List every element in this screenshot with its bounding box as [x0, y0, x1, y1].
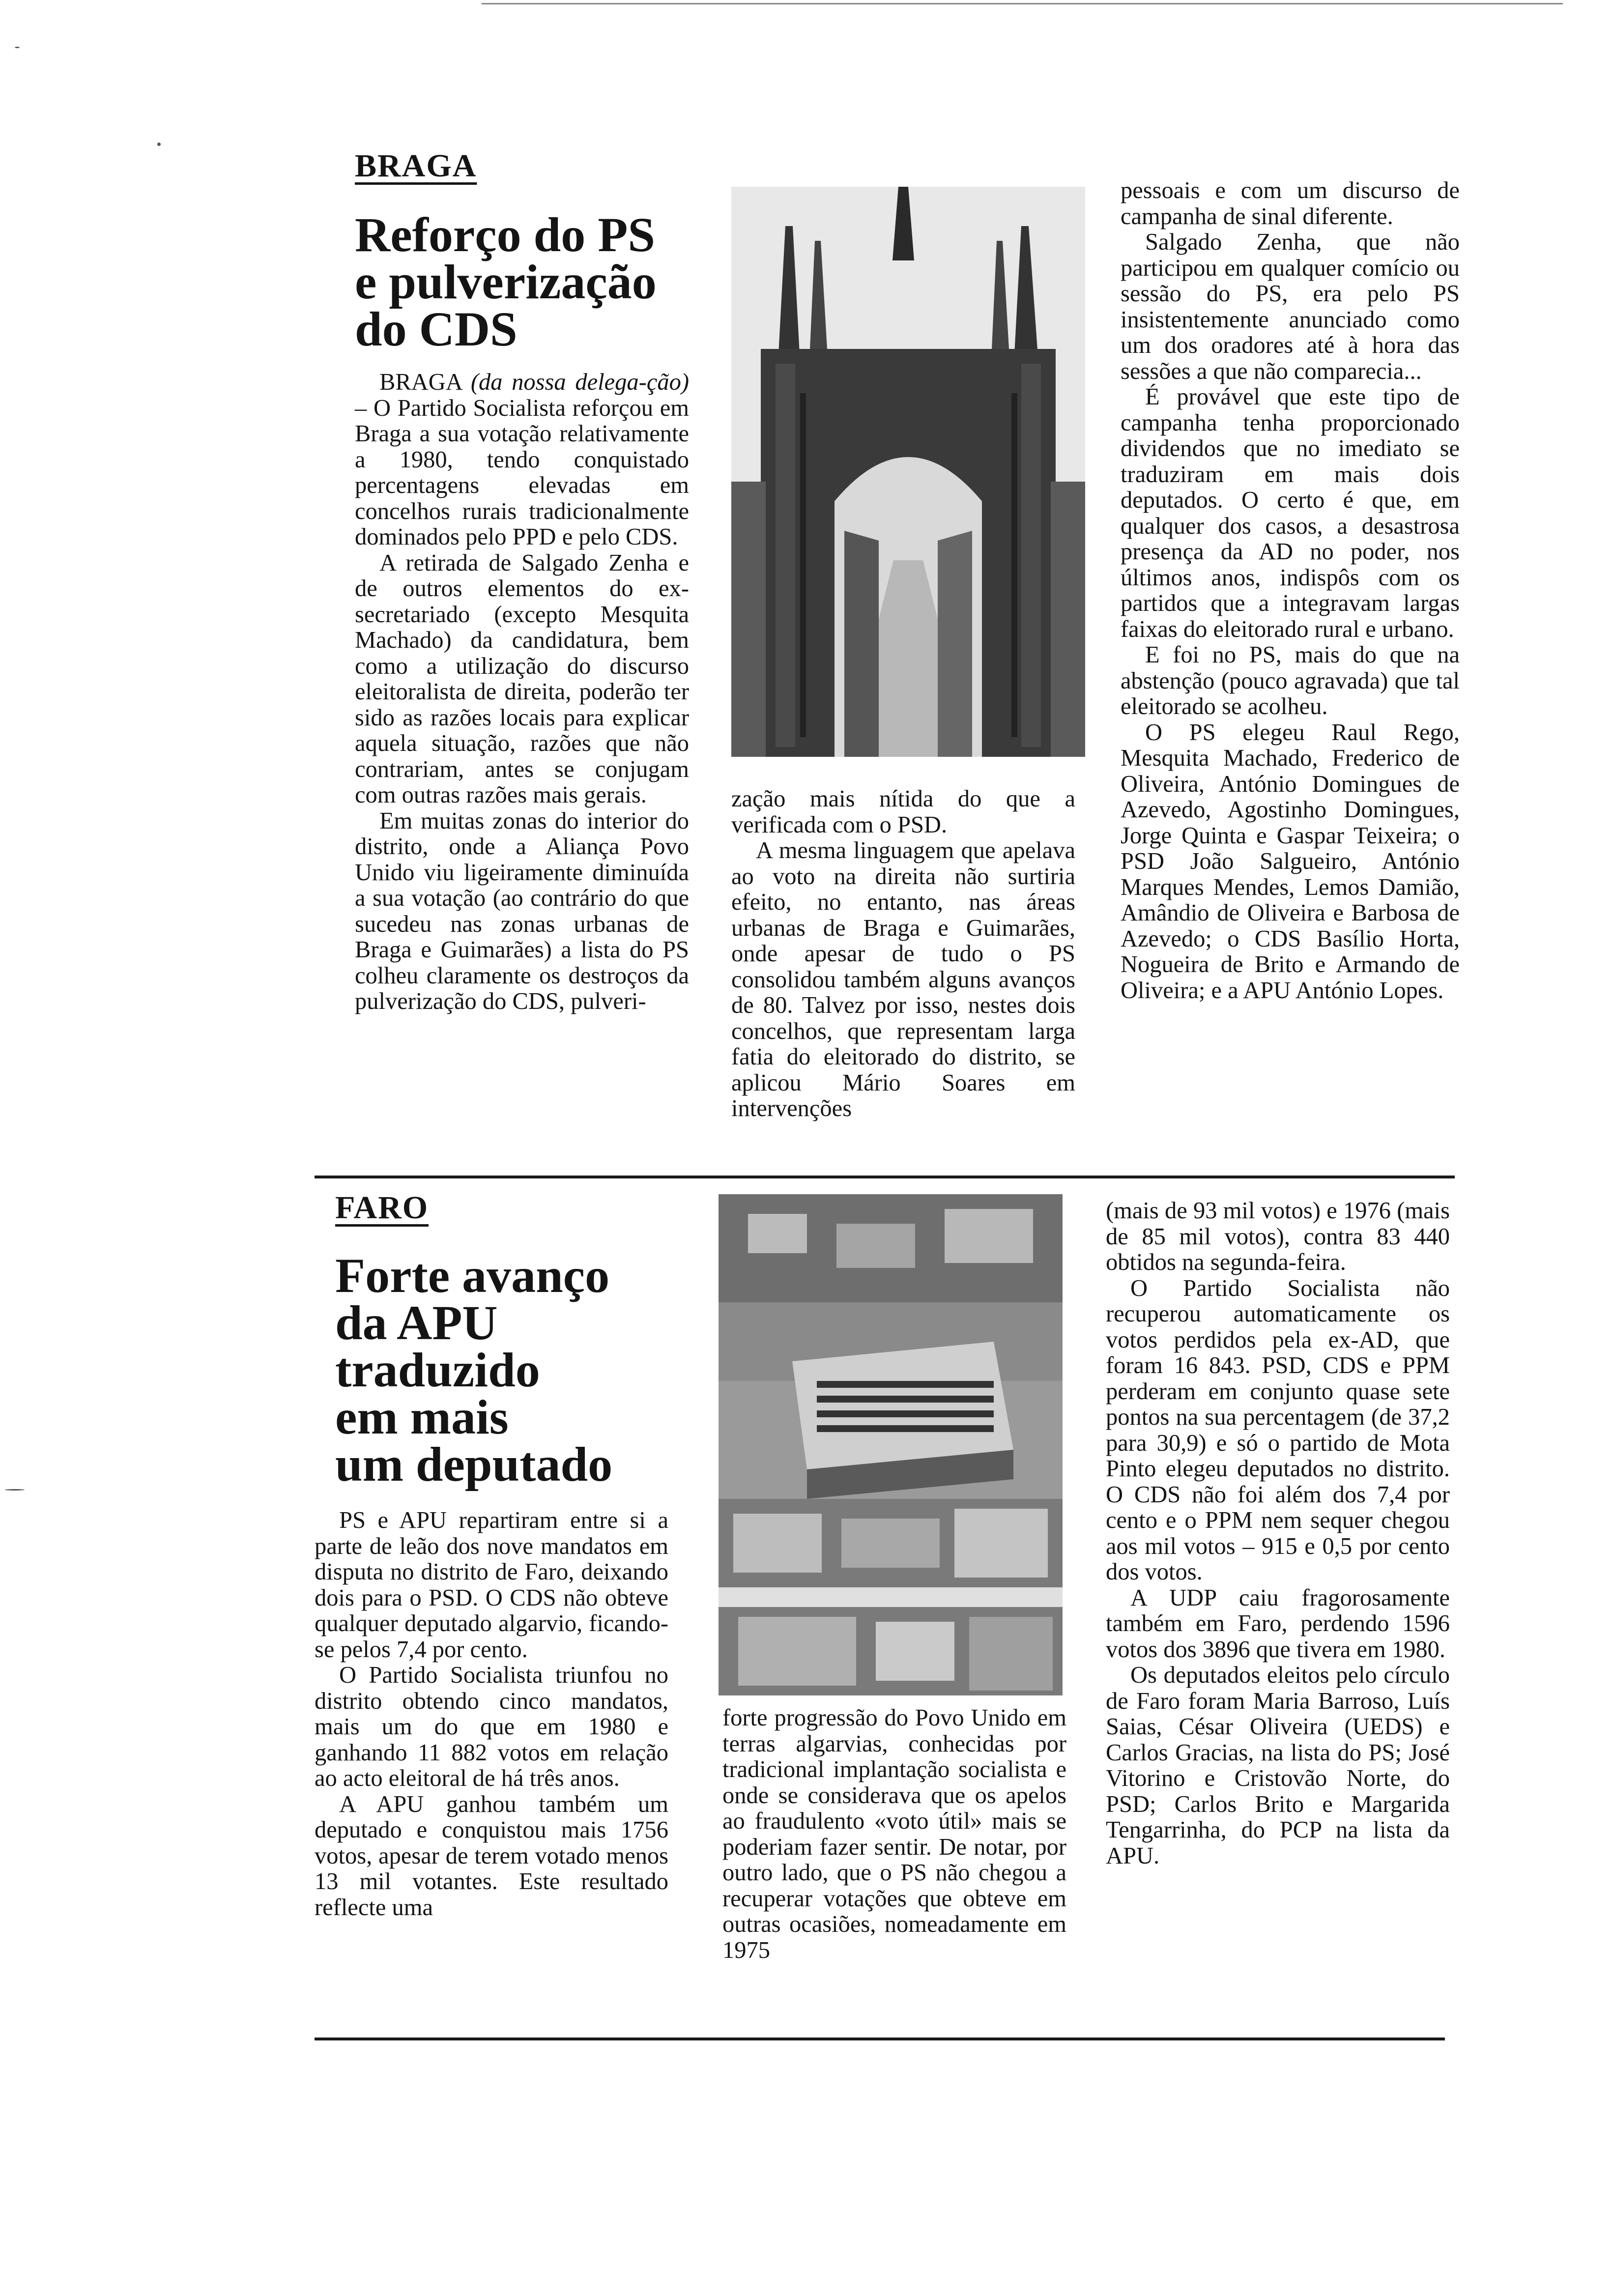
headline-line: Reforço do PS	[355, 207, 655, 262]
article-column-braga-3	[1121, 178, 1460, 1004]
dateline: BRAGA	[379, 369, 462, 395]
article-paragraph: A mesma linguagem que apelava ao voto na direita não surtiria efeito, no entanto, nas áreas urbanas de Braga e Guimarães, onde apesar de tudo o PS consolidou também alguns avanços de 80. Talvez por isso, nestes dois concelhos, que representam larga fatia do eleitorado do distrito, se aplicou Mário Soares em intervenções	[731, 837, 1075, 1121]
article-paragraph: O Partido Socialista triunfou no distrito obtendo cinco mandatos, mais um do que em 1980 e ganhando 11 882 votos em relação ao acto eleitoral de há três anos.	[315, 1662, 668, 1791]
scan-speck	[5, 1489, 25, 1491]
article-paragraph: (mais de 93 mil votos) e 1976 (mais de 85 mil votos), contra 83 440 obtidos na segunda-feira.	[1106, 1198, 1450, 1275]
headline-line: um deputado	[335, 1437, 613, 1492]
article-paragraph: E foi no PS, mais do que na abstenção (pouco agravada) que tal eleitorado se acolheu.	[1121, 642, 1460, 719]
archway-photo	[731, 187, 1085, 757]
article-column-braga-2	[731, 786, 1075, 1122]
headline-line: do CDS	[355, 302, 518, 356]
article-paragraph: forte progressão do Povo Unido em terras algarvias, conhecidas por tradicional implantação socialista e onde se considerava que os apelos ao fraudulento «voto útil» mais se poderiam fazer sentir. De notar, por outro lado, que o PS não chegou a recuperar votações que obteve em outras ocasiões, nomeadamente em 1975	[722, 1705, 1066, 1963]
headline-line: da APU	[335, 1295, 498, 1350]
article-paragraph	[355, 370, 689, 550]
headline-braga	[355, 207, 679, 356]
aerial-town-illustration	[719, 1194, 1063, 1695]
article-column-braga-1	[355, 370, 689, 1015]
article-paragraph: PS e APU repartiram entre si a parte de leão dos nove mandatos em disputa no distrito de Faro, deixando dois para o PSD. O CDS não obteve qualquer deputado algarvio, ficando-se pelos 7,4 por cento.	[315, 1507, 668, 1663]
dateline-note: (da nossa delega-ção)	[470, 369, 690, 395]
section-label-faro: FARO	[335, 1190, 429, 1226]
article-paragraph: Salgado Zenha, que não participou em qualquer comício ou sessão do PS, era pelo PS insistentemente anunciado como um dos oradores até à hora das sessões a que não comparecia...	[1121, 229, 1460, 384]
article-paragraph: A UDP caiu fragorosamente também em Faro, perdendo 1596 votos dos 3896 que tivera em 1980.	[1106, 1584, 1450, 1663]
scan-edge-line	[482, 3, 1563, 4]
article-column-faro-2	[722, 1705, 1066, 1963]
headline-line: traduzido	[335, 1343, 540, 1397]
article-paragraph: Em muitas zonas do interior do distrito, onde a Aliança Povo Unido viu ligeiramente diminuída a sua votação (ao contrário do que sucedeu nas zonas urbanas de Braga e Guimarães) a lista do PS colheu claramente os destroços da pulverização do CDS, pulveri-	[355, 807, 689, 1014]
article-column-faro-3	[1106, 1198, 1450, 1869]
article-paragraph: O PS elegeu Raul Rego, Mesquita Machado, Frederico de Oliveira, António Domingues de Azevedo, Agostinho Domingues, Jorge Quinta e Gaspar Teixeira; o PSD João Salgueiro, António Marques Mendes, Lemos Damião, Amândio de Oliveira e Barbosa de Azevedo; o CDS Basílio Horta, Nogueira de Brito e Armando de Oliveira; e a APU António Lopes.	[1121, 719, 1460, 1004]
article-paragraph: pessoais e com um discurso de campanha de sinal diferente.	[1121, 177, 1460, 230]
section-label-braga: BRAGA	[355, 148, 477, 184]
article-paragraph: Os deputados eleitos pelo círculo de Faro foram Maria Barroso, Luís Saias, César Oliveira (UEDS) e Carlos Gracias, na lista do PS; José Vitorino e Cristovão Norte, do PSD; Carlos Brito e Margarida Tengarrinha, do PCP na lista da APU.	[1106, 1662, 1450, 1869]
headline-faro	[335, 1248, 650, 1492]
article-paragraph: É provável que este tipo de campanha tenha proporcionado dividendos que no imediato se traduziram em mais dois deputados. O certo é que, em qualquer dos casos, a desastrosa presença da AD no poder, nos últimos anos, indispôs com os partidos que a integravam largas faixas do eleitorado rural e urbano.	[1121, 384, 1460, 642]
bottom-divider	[315, 2038, 1445, 2040]
headline-line: em mais	[335, 1390, 509, 1444]
section-divider	[315, 1176, 1455, 1178]
aerial-town-photo	[719, 1194, 1063, 1695]
headline-line: Forte avanço	[335, 1248, 610, 1303]
headline-line: e pulverização	[355, 255, 657, 309]
scan-speck	[15, 47, 20, 48]
paragraph-text: – O Partido Socialista reforçou em Braga a sua votação relativamente a 1980, tendo conquistado percentagens elevadas em concelhos rurais tradicionalmente dominados pelo PPD e pelo CDS.	[355, 395, 689, 550]
article-paragraph: zação mais nítida do que a verificada com o PSD.	[731, 786, 1075, 838]
article-paragraph: O Partido Socialista não recuperou automaticamente os votos perdidos pela ex-AD, que foram 16 843. PSD, CDS e PPM perderam em conjunto quase sete pontos na sua percentagem (de 37,2 para 30,9) e só o partido de Mota Pinto elegeu deputados no distrito. O CDS não foi além dos 7,4 por cento e o PPM nem sequer chegou aos mil votos – 915 e 0,5 por cento dos votos.	[1106, 1275, 1450, 1585]
article-paragraph: A APU ganhou também um deputado e conquistou mais 1756 votos, apesar de terem votado menos 13 mil votantes. Este resultado reflecte uma	[315, 1791, 668, 1921]
scan-speck	[157, 143, 161, 146]
article-column-faro-1	[315, 1508, 668, 1921]
archway-illustration	[731, 187, 1085, 757]
article-paragraph: A retirada de Salgado Zenha e de outros elementos do ex-secretariado (excepto Mesquita Machado) da candidatura, bem como a utilização do discurso eleitoralista de direita, poderão ter sido as razões locais para explicar aquela situação, razões que não contrariam, antes se conjugam com outras razões mais gerais.	[355, 549, 689, 808]
